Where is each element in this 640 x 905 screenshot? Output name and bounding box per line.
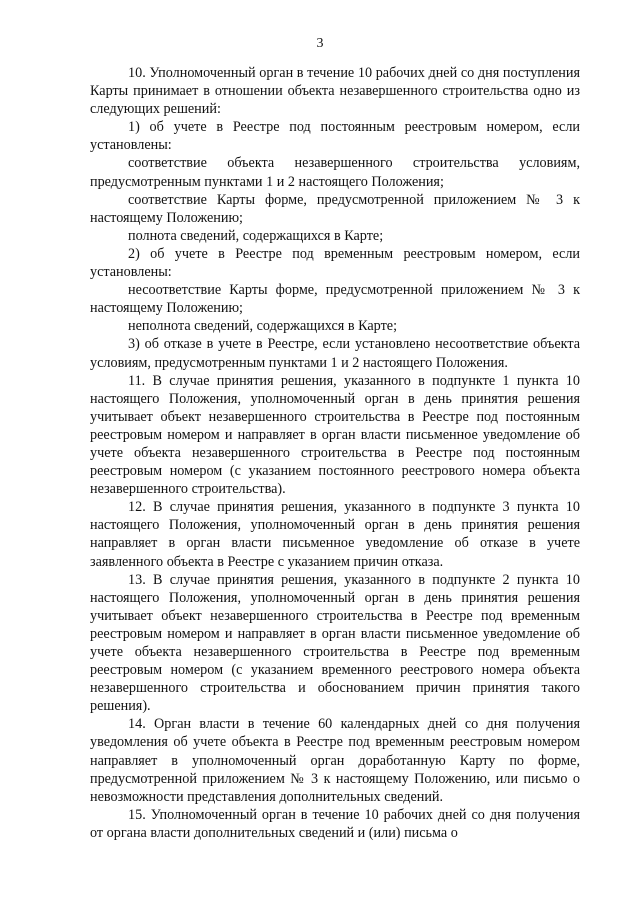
- paragraph-13: 13. В случае принятия решения, указанного в подпункте 2 пункта 10 настоящего Положения, уполномоченный орган в день принятия решения учитывает объект незавершенного строительства в Реестре под временным реестровым номером и направляет в орган власти письменное уведомление об учете объекта незавершенного строительства в Реестре под временным реестровым номером (с указанием временного реестрового номера объекта незавершенного строительства и обоснованием причин принятия такого решения).: [90, 571, 580, 715]
- paragraph-10-1: 1) об учете в Реестре под постоянным реестровым номером, если установлены:: [90, 119, 580, 154]
- condition-card-form-noncompliance: несоответствие Карты форме, предусмотренной приложением № 3 к настоящему Положению;: [90, 282, 580, 317]
- paragraph-10-2: 2) об учете в Реестре под временным реестровым номером, если установлены:: [90, 245, 580, 281]
- condition-card-form-compliance: соответствие Карты форме, предусмотренной приложением № 3 к настоящему Положению;: [90, 191, 580, 226]
- page-number: 3: [316, 36, 324, 51]
- paragraph-10-3: 3) об отказе в учете в Реестре, если установлено несоответствие объекта условиям, предусмотренным пунктами 1 и 2 настоящего Положения.: [90, 336, 580, 371]
- condition-completeness: полнота сведений, содержащихся в Карте;: [128, 227, 384, 244]
- document-body: [90, 64, 580, 842]
- condition-object-compliance: соответствие объекта незавершенного строительства условиям, предусмотренным пунктами 1 и 2 настоящего Положения;: [90, 155, 580, 190]
- paragraph-14: 14. Орган власти в течение 60 календарных дней со дня получения уведомления об учете объекта в Реестре под временным реестровым номером направляет в уполномоченный орган доработанную Карту по форме, предусмотренной приложением № 3 к настоящему Положению, или письмо о невозможности представления дополнительных сведений.: [90, 716, 580, 805]
- condition-incompleteness: неполнота сведений, содержащихся в Карте;: [128, 318, 398, 335]
- paragraph-15: 15. Уполномоченный орган в течение 10 рабочих дней со дня получения от органа власти дополнительных сведений и (или) письма о: [90, 806, 580, 841]
- paragraph-11: 11. В случае принятия решения, указанного в подпункте 1 пункта 10 настоящего Положения, уполномоченный орган в день принятия решения учитывает объект незавершенного строительства в Реестре под постоянным реестровым номером и направляет в орган власти письменное уведомление об учете объекта незавершенного строительства в Реестре под постоянным реестровым номером (с указанием постоянного реестрового номера объекта незавершенного строительства).: [90, 372, 580, 498]
- paragraph-10: 10. Уполномоченный орган в течение 10 рабочих дней со дня поступления Карты принимает в отношении объекта незавершенного строительства одно из следующих решений:: [90, 65, 580, 118]
- paragraph-12: 12. В случае принятия решения, указанного в подпункте 3 пункта 10 настоящего Положения, уполномоченный орган в день принятия решения направляет в орган власти письменное уведомление об отказе в учете заявленного объекта в Реестре с указанием причин отказа.: [90, 499, 580, 570]
